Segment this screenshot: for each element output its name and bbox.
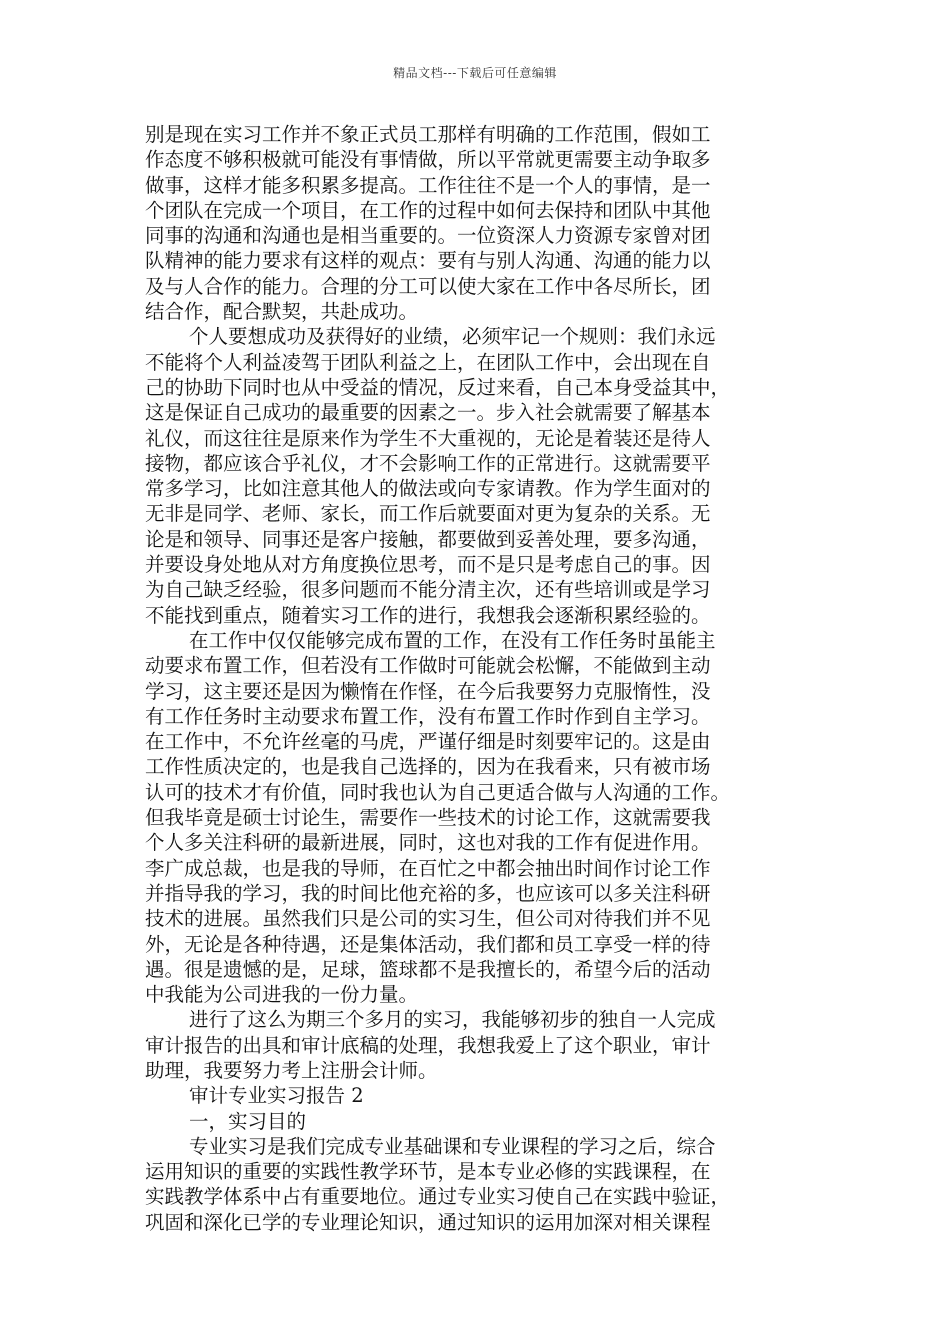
text-line: 审计专业实习报告 2 [189,1084,364,1108]
text-line: 结合作，配合默契，共赴成功。 [145,300,419,324]
text-line: 工作性质决定的，也是我自己选择的，因为在我看来，只有被市场 [145,755,711,779]
text-line: 做事，这样才能多积累多提高。工作往往不是一个人的事情，是一 [145,173,711,197]
text-line: 审计报告的出具和审计底稿的处理，我想我爱上了这个职业，审计 [145,1033,711,1057]
text-line: 并要设身处地从对方角度换位思考，而不是只是考虑自己的事。因 [145,553,711,577]
text-line: 一，实习目的 [189,1109,307,1133]
text-line: 学习，这主要还是因为懒惰在作怪，在今后我要努力克服惰性，没 [145,679,711,703]
text-line: 中我能为公司进我的一份力量。 [145,983,419,1007]
text-line: 并指导我的学习，我的时间比他充裕的多，也应该可以多关注科研 [145,881,711,905]
text-line: 个团队在完成一个项目，在工作的过程中如何去保持和团队中其他 [145,198,711,222]
text-line: 别是现在实习工作并不象正式员工那样有明确的工作范围，假如工 [145,123,711,146]
text-line: 为自己缺乏经验，很多问题而不能分清主次，还有些培训或是学习 [145,578,711,602]
text-line: 动要求布置工作，但若没有工作做时可能就会松懈，不能做到主动 [145,654,711,678]
text-line: 但我毕竟是硕士讨论生，需要作一些技术的讨论工作，这就需要我 [145,806,711,830]
text-line: 论是和领导、同事还是客户接触，都要做到妥善处理，要多沟通， [145,527,711,551]
text-line: 不能将个人利益凌驾于团队利益之上，在团队工作中，会出现在自 [145,350,711,374]
text-line: 在工作中，不允许丝毫的马虎，严谨仔细是时刻要牢记的。这是由 [145,730,711,754]
text-line: 个人要想成功及获得好的业绩，必须牢记一个规则：我们永远 [189,325,716,349]
text-line: 无非是同学、老师、家长，而工作后就要面对更为复杂的关系。无 [145,502,711,526]
text-line: 进行了这么为期三个多月的实习，我能够初步的独自一人完成 [189,1008,716,1032]
text-line: 不能找到重点，随着实习工作的进行，我想我会逐渐积累经验的。 [145,603,711,627]
text-line: 这是保证自己成功的最重要的因素之一。步入社会就需要了解基本 [145,401,711,425]
text-line: 认可的技术才有价值，同时我也认为自己更适合做与人沟通的工作。 [145,780,731,804]
text-line: 礼仪，而这往往是原来作为学生不大重视的，无论是着装还是待人 [145,426,711,450]
text-line: 常多学习，比如注意其他人的做法或向专家请教。作为学生面对的 [145,477,711,501]
text-line: 李广成总裁，也是我的导师，在百忙之中都会抽出时间作讨论工作 [145,856,711,880]
text-line: 运用知识的重要的实践性教学环节，是本专业必修的实践课程，在 [145,1160,711,1184]
text-line: 技术的进展。虽然我们只是公司的实习生，但公司对待我们并不见 [145,907,711,931]
text-line: 巩固和深化已学的专业理论知识，通过知识的运用加深对相关课程 [145,1210,711,1234]
text-line: 队精神的能力要求有这样的观点：要有与别人沟通、沟通的能力以 [145,249,711,273]
text-line: 专业实习是我们完成专业基础课和专业课程的学习之后，综合 [189,1134,716,1158]
text-line: 遇。很是遗憾的是，足球，篮球都不是我擅长的，希望今后的活动 [145,957,711,981]
text-line: 有工作任务时主动要求布置工作，没有布置工作时作到自主学习。 [145,704,711,728]
text-line: 个人多关注科研的最新进展，同时，这也对我的工作有促进作用。 [145,831,711,855]
text-line: 实践教学体系中占有重要地位。通过专业实习使自己在实践中验证， [145,1185,731,1209]
page-header: 精品文档---下载后可任意编辑 [393,66,557,80]
text-line: 己的协助下同时也从中受益的情况，反过来看，自己本身受益其中， [145,375,731,399]
text-line: 外，无论是各种待遇，还是集体活动，我们都和员工享受一样的待 [145,932,711,956]
text-line: 同事的沟通和沟通也是相当重要的。一位资深人力资源专家曾对团 [145,224,711,248]
text-line: 助理，我要努力考上注册会计师。 [145,1058,438,1082]
text-line: 作态度不够积极就可能没有事情做，所以平常就更需要主动争取多 [145,148,711,172]
text-line: 在工作中仅仅能够完成布置的工作，在没有工作任务时虽能主 [189,628,716,652]
text-line: 接物，都应该合乎礼仪，才不会影响工作的正常进行。这就需要平 [145,451,711,475]
document-body [145,122,815,1235]
text-line: 及与人合作的能力。合理的分工可以使大家在工作中各尽所长，团 [145,274,711,298]
